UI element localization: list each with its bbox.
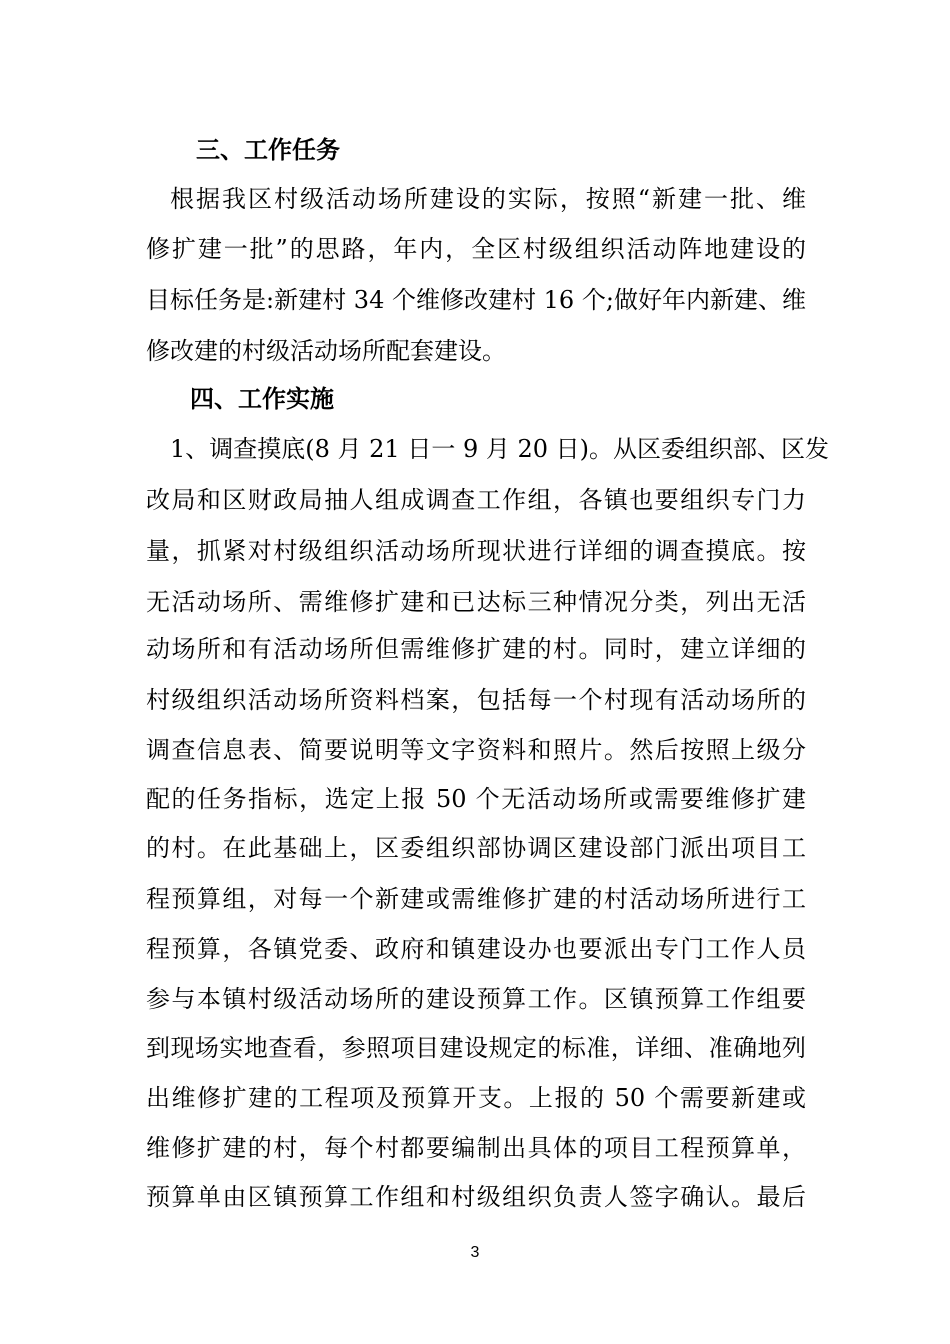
paragraph-line: 程预算，各镇党委、政府和镇建设办也要派出专门工作人员: [146, 935, 806, 963]
paragraph-line: 调查信息表、简要说明等文字资料和照片。然后按照上级分: [146, 736, 806, 764]
section-3-heading: 三、工作任务: [196, 136, 340, 164]
paragraph-line: 预算单由区镇预算工作组和村级组织负责人签字确认。最后: [146, 1183, 806, 1211]
paragraph-line: 动场所和有活动场所但需维修扩建的村。同时，建立详细的: [146, 635, 806, 663]
paragraph-line: 修改建的村级活动场所配套建设。: [146, 337, 506, 365]
paragraph-line: 参与本镇村级活动场所的建设预算工作。区镇预算工作组要: [146, 985, 806, 1013]
paragraph-line: 无活动场所、需维修扩建和已达标三种情况分类，列出无活: [146, 588, 806, 616]
paragraph-line: 量，抓紧对村级组织活动场所现状进行详细的调查摸底。按: [146, 537, 806, 565]
paragraph-line: 维修扩建的村，每个村都要编制出具体的项目工程预算单，: [146, 1134, 806, 1162]
paragraph-line: 的村。在此基础上，区委组织部协调区建设部门派出项目工: [146, 834, 806, 862]
paragraph-line: 出维修扩建的工程项及预算开支。上报的 50 个需要新建或: [146, 1084, 806, 1112]
paragraph-line: 到现场实地查看，参照项目建设规定的标准，详细、准确地列: [146, 1034, 806, 1062]
paragraph-line: 配的任务指标，选定上报 50 个无活动场所或需要维修扩建: [146, 785, 806, 813]
paragraph-line: 程预算组，对每一个新建或需维修扩建的村活动场所进行工: [146, 885, 806, 913]
section-4-heading: 四、工作实施: [190, 385, 334, 413]
paragraph-line: 1、调查摸底(8 月 21 日一 9 月 20 日)。从区委组织部、区发: [170, 435, 830, 463]
paragraph-line: 村级组织活动场所资料档案，包括每一个村现有活动场所的: [146, 686, 806, 714]
paragraph-line: 目标任务是:新建村 34 个维修改建村 16 个;做好年内新建、维: [146, 286, 806, 314]
page-number: 3: [470, 1244, 480, 1261]
paragraph-line: 根据我区村级活动场所建设的实际，按照“新建一批、维: [170, 185, 806, 213]
paragraph-line: 修扩建一批”的思路，年内，全区村级组织活动阵地建设的: [146, 235, 806, 263]
paragraph-line: 改局和区财政局抽人组成调查工作组，各镇也要组织专门力: [146, 486, 806, 514]
